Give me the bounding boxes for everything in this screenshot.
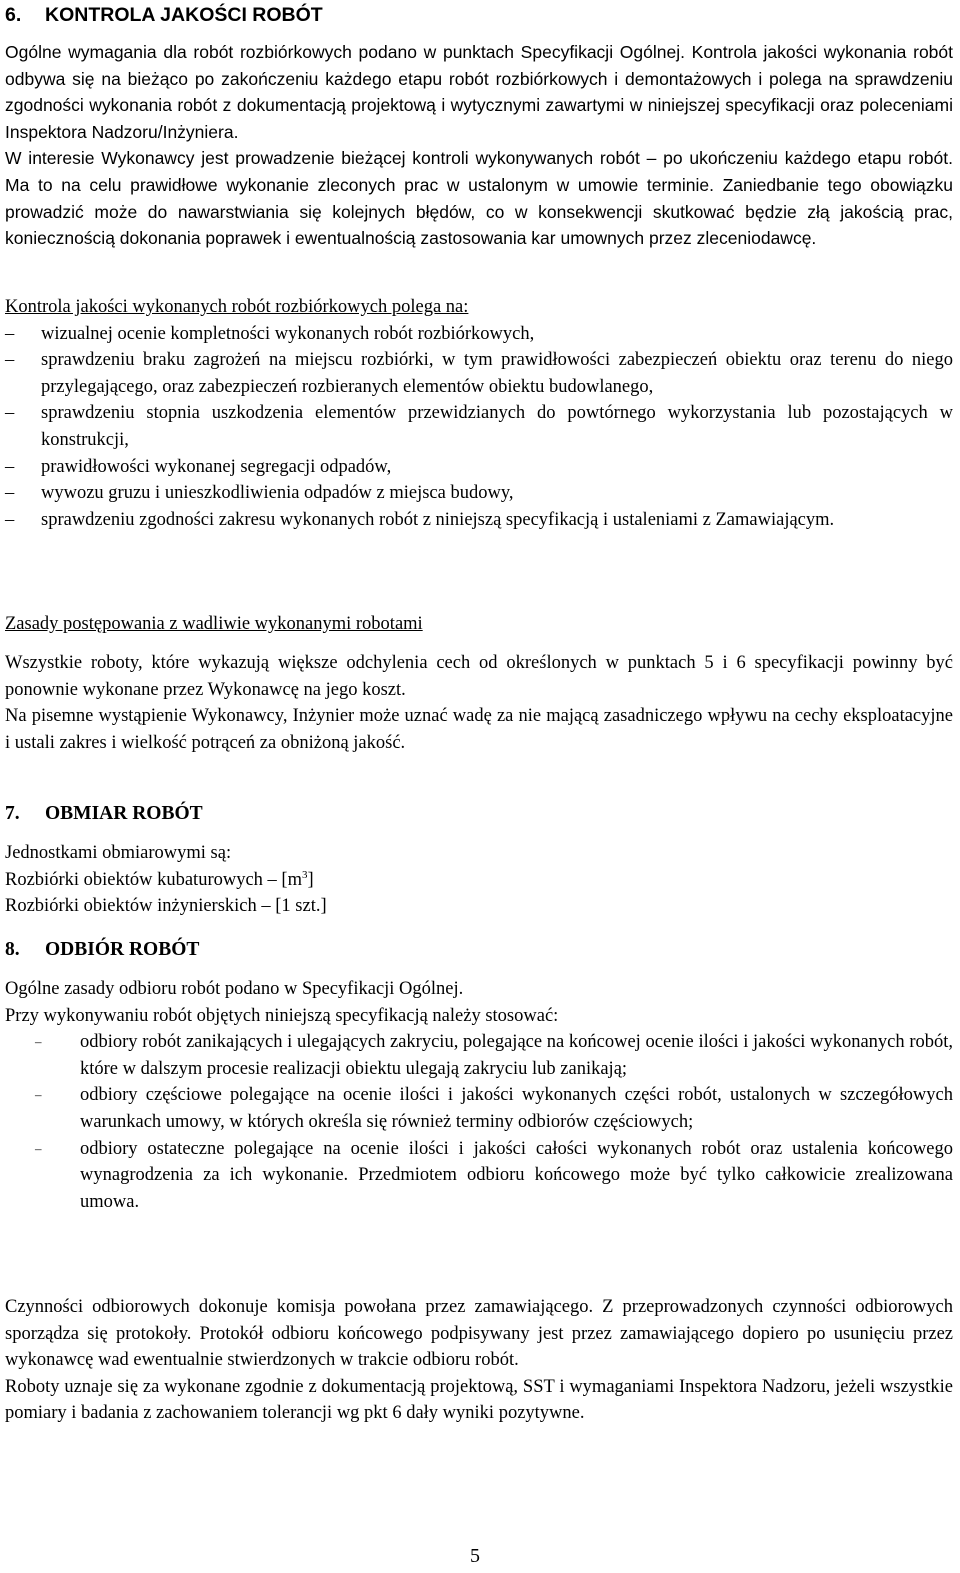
section-8-paragraph-3: Czynności odbiorowych dokonuje komisja powołana przez zamawiającego. Z przeprowadzonych czynności odbiorowych sporządza się protokoły. Protokół odbioru końcowego podpisywany jest przez zamawiającego dopiero po usunięciu przez wykonawcę wad ewentualnie stwierdzonych w trakcie odbioru robót. xyxy=(5,1297,953,1371)
defective-works-block xyxy=(5,611,953,638)
list-item: – odbiory ostateczne polegające na ocenie ilości i jakości całości wykonanych robót oraz ustalenia końcowego wynagrodzenia za ich wykonanie. Przedmiotem odbioru końcowego może być tylko całkowicie zrealizowana umowa. xyxy=(5,1136,953,1216)
section-8-number: 8. xyxy=(5,939,20,960)
list-item: – odbiory robót zanikających i ulegających zakryciu, polegające na końcowej ocenie ilości i jakości wykonanych robót, które w dalszym procesie realizacji obiektu ulegają zakryciu lub zanikają; xyxy=(5,1029,953,1082)
measurement-units-intro: Jednostkami obmiarowymi są: xyxy=(5,843,232,863)
quality-control-list-block xyxy=(5,294,953,533)
section-8-body xyxy=(5,976,953,1215)
dash-bullet-icon: – xyxy=(5,403,15,424)
section-8-closing xyxy=(5,1294,953,1427)
list-item: – wizualnej ocenie kompletności wykonanych robót rozbiórkowych, xyxy=(5,321,953,348)
section-8-title: ODBIÓR ROBÓT xyxy=(45,939,200,960)
section-7-body xyxy=(5,840,953,920)
section-7-number: 7. xyxy=(5,803,20,824)
list-item: – wywozu gruzu i unieszkodliwienia odpadów z miejsca budowy, xyxy=(5,480,953,507)
section-8-heading xyxy=(5,937,953,963)
dash-bullet-icon: – xyxy=(5,483,15,504)
section-6-paragraph-2: W interesie Wykonawcy jest prowadzenie bieżącej kontroli wykonywanych robót – po ukończeniu każdego etapu robót. Ma to na celu prawidłowe wykonanie zleconych prac w ustalonym w umowie terminie. Zaniedbanie tego obowiązku prowadzić może do nawarstwiania się kolejnych błędów, co w konsekwencji skutkować będzie złą jakością prac, koniecznością dokonania poprawek i ewentualnością zastosowania kar umownych przez zleceniodawcę. xyxy=(5,148,953,249)
acceptance-types-list xyxy=(5,1029,953,1215)
section-8-paragraph-2: Przy wykonywaniu robót objętych niniejszą specyfikacją należy stosować: xyxy=(5,1005,559,1026)
measurement-unit-engineering: Rozbiórki obiektów inżynierskich – [1 szt.] xyxy=(5,896,327,917)
quality-control-list xyxy=(5,321,953,534)
section-6-title: KONTROLA JAKOŚCI ROBÓT xyxy=(45,4,323,26)
list-item: – sprawdzeniu braku zagrożeń na miejscu rozbiórki, w tym prawidłowości zabezpieczeń obiektu oraz terenu do niego przylegającego, oraz zabezpieczeń rozbieranych elementów obiektu budowlanego, xyxy=(5,347,953,400)
defective-works-paragraph-1: Wszystkie roboty, które wykazują większe odchylenia cech od określonych w punktach 5 i 6 specyfikacji powinny być ponownie wykonane przez Wykonawcę na jego koszt. xyxy=(5,653,953,700)
dash-bullet-icon: – xyxy=(5,323,15,344)
section-8-paragraph-4: Roboty uznaje się za wykonane zgodnie z dokumentacją projektową, SST i wymaganiami Inspektora Nadzoru, jeżeli wszystkie pomiary i badania z zachowaniem tolerancji wg pkt 6 dały wyniki pozytywne. xyxy=(5,1376,953,1424)
section-6-heading xyxy=(5,2,323,28)
section-7-heading xyxy=(5,801,953,827)
defective-works-paragraph-2: Na pisemne wystąpienie Wykonawcy, Inżynier może uznać wadę za nie mającą zasadniczego wpływu na cechy eksploatacyjne i ustali zakres i wielkość potrąceń za obniżoną jakość. xyxy=(5,706,953,753)
dash-bullet-icon: – xyxy=(5,350,15,371)
section-6-paragraph-1: Ogólne wymagania dla robót rozbiórkowych podano w punktach Specyfikacji Ogólnej. Kontrola jakości wykonania robót odbywa się na bieżąco po zakończeniu każdego etapu robót rozbiórkowych i demontażowych i polega na sprawdzeniu zgodności wykonania robót z dokumentacją projektową i wytycznymi zawartymi w niniejszej specyfikacji oraz poleceniami Inspektora Nadzoru/Inżyniera. xyxy=(5,42,953,142)
dash-bullet-icon: – xyxy=(35,1087,42,1103)
list-item: – sprawdzeniu stopnia uszkodzenia elementów przewidzianych do powtórnego wykorzystania lub pozostających w konstrukcji, xyxy=(5,400,953,453)
section-7-title: OBMIAR ROBÓT xyxy=(45,803,203,824)
list-item: – prawidłowości wykonanej segregacji odpadów, xyxy=(5,454,953,481)
list-item: – odbiory częściowe polegające na ocenie ilości i jakości wykonanych części robót, ustalonych w szczegółowych warunkach umowy, w których określa się również terminy odbiorów częściowych; xyxy=(5,1082,953,1135)
list-item: – sprawdzeniu zgodności zakresu wykonanych robót z niniejszą specyfikacją i ustaleniami z Zamawiającym. xyxy=(5,507,953,534)
dash-bullet-icon: – xyxy=(5,456,15,477)
page-number: 5 xyxy=(470,1545,480,1567)
dash-bullet-icon: – xyxy=(35,1034,42,1050)
quality-control-list-heading: Kontrola jakości wykonanych robót rozbiórkowych polega na: xyxy=(5,297,469,317)
measurement-unit-cubature: Rozbiórki obiektów kubaturowych – $[m^3]$ xyxy=(5,868,314,890)
section-8-paragraph-1: Ogólne zasady odbioru robót podano w Specyfikacji Ogólnej. xyxy=(5,979,464,999)
dash-bullet-icon: – xyxy=(5,509,15,530)
section-6-number: 6. xyxy=(5,4,22,26)
dash-bullet-icon: – xyxy=(35,1140,42,1156)
defective-works-heading: Zasady postępowania z wadliwie wykonanymi robotami xyxy=(5,614,423,634)
defective-works-body xyxy=(5,650,953,756)
section-6-body xyxy=(5,39,953,252)
